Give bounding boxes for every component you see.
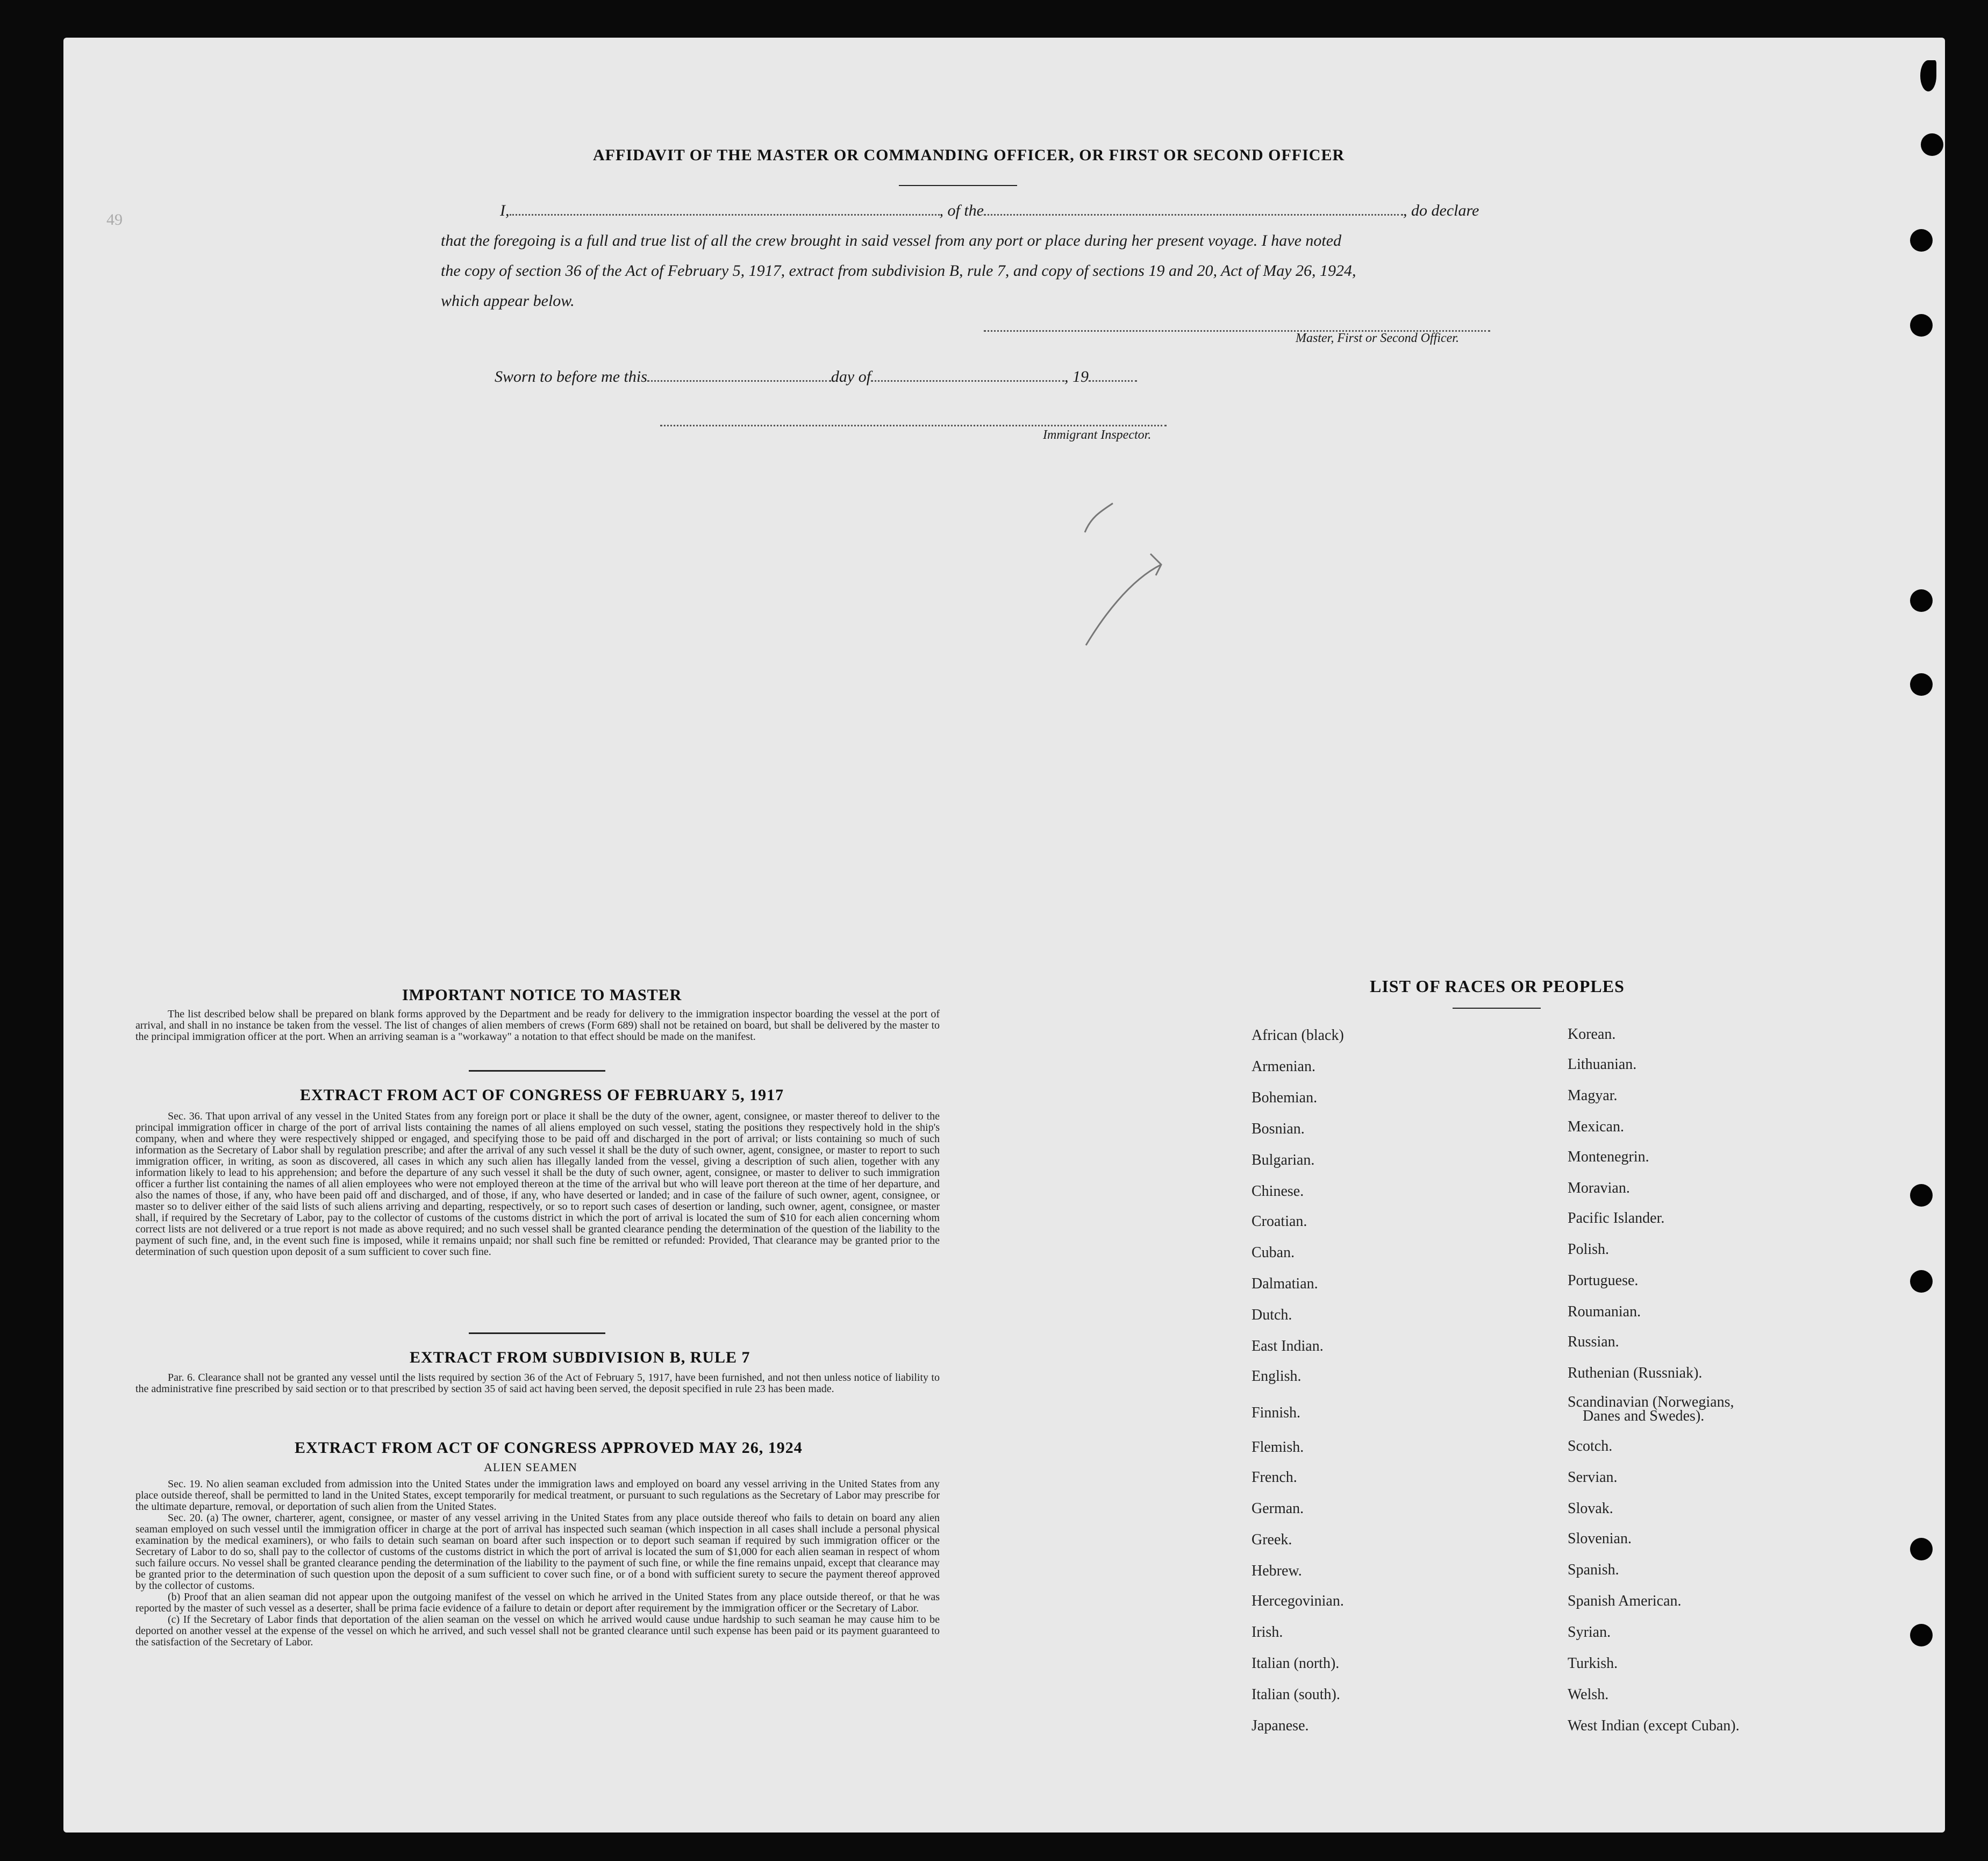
race-item: Scandinavian (Norwegians, xyxy=(1568,1394,1734,1410)
race-item: Bulgarian. xyxy=(1252,1152,1315,1168)
race-item: West Indian (except Cuban). xyxy=(1568,1717,1740,1734)
extract-1924-subtitle: ALIEN SEAMEN xyxy=(484,1460,577,1474)
section-rule xyxy=(469,1070,605,1072)
binder-hole xyxy=(1910,1270,1933,1293)
extract-1924-title: EXTRACT FROM ACT OF CONGRESS APPROVED MAY 26, 1924 xyxy=(295,1439,803,1457)
race-item: Moravian. xyxy=(1568,1180,1630,1196)
race-item: African (black) xyxy=(1252,1027,1344,1044)
sworn-year-prefix: , 19 xyxy=(1064,368,1089,386)
race-item: Lithuanian. xyxy=(1568,1056,1637,1073)
declarant-suffix: , do declare xyxy=(1403,202,1479,219)
race-item: Slovak. xyxy=(1568,1500,1613,1517)
race-item: Magyar. xyxy=(1568,1087,1618,1104)
race-item: French. xyxy=(1252,1469,1297,1486)
race-item: Irish. xyxy=(1252,1624,1283,1641)
rule7-title: EXTRACT FROM SUBDIVISION B, RULE 7 xyxy=(410,1349,750,1366)
race-item: Spanish American. xyxy=(1568,1593,1682,1609)
race-item: Dutch. xyxy=(1252,1307,1292,1323)
notice-text: The list described below shall be prepared on blank forms approved by the Department and be ready for delivery to the immigration inspector boarding the vessel at the port of arrival, and shall in no instance be taken from the vessel. The list of changes of alien members of crews (Form 689) shall not be retained on board, but shall be delivered by the master to the principal immigration officer at the port. When an arriving seaman is a "workaway" a notation to that effect should be made on the manifest. xyxy=(135,1008,940,1043)
race-item: Armenian. xyxy=(1252,1058,1315,1075)
sworn-month-field[interactable] xyxy=(871,380,1064,382)
binder-hole xyxy=(1910,229,1933,252)
race-item: Chinese. xyxy=(1252,1183,1304,1200)
race-item: Welsh. xyxy=(1568,1686,1609,1703)
section-20c-text: (c) If the Secretary of Labor finds that deportation of the alien seaman on the vessel on which he arrived would cause undue hardship to such seaman he may cause him to be deported on another vessel at the expense of the vessel on which he arrived, and such vessel shall not be granted clearance until such expense has been paid or its payment guaranteed to the satisfaction of the Secretary of Labor. xyxy=(135,1614,940,1648)
race-item: Mexican. xyxy=(1568,1118,1624,1135)
race-item: Japanese. xyxy=(1252,1717,1309,1734)
race-item: Russian. xyxy=(1568,1334,1619,1350)
race-item: Portuguese. xyxy=(1568,1272,1639,1289)
margin-mark: 49 xyxy=(106,211,123,229)
notice-title: IMPORTANT NOTICE TO MASTER xyxy=(402,986,682,1004)
affidavit-line-2: that the foregoing is a full and true list of all the crew brought in said vessel from any port or place during her present voyage. I have noted xyxy=(441,232,1342,249)
race-item: Servian. xyxy=(1568,1469,1618,1486)
binder-hole xyxy=(1910,1624,1933,1646)
race-item: Hercegovinian. xyxy=(1252,1593,1344,1609)
race-item: Cuban. xyxy=(1252,1244,1295,1261)
race-item: Bohemian. xyxy=(1252,1089,1318,1106)
race-item: Hebrew. xyxy=(1252,1563,1302,1579)
extract-1917-text: Sec. 36. That upon arrival of any vessel in the United States from any foreign port or place it shall be the duty of the owner, agent, consignee, or master thereof to deliver to the principal immigration officer in charge of the port of arrival lists containing the names of all aliens employed on such vessel, stating the positions they respectively hold in the ship's company, when and where they were respectively shipped or engaged, and specifying those to be paid off and discharged in the port of arrival; or lists containing so much of such information as the Secretary of Labor shall by regulation prescribe; and after the arrival of any such vessel it shall be the duty of such owner, agent, consignee, or master to report to such immigration officer, in writing, as soon as discovered, all cases in which any such alien has illegally landed from the vessel, giving a description of such alien, together with any information likely to lead to his apprehension; and before the departure of any such vessel it shall be the duty of such owner, agent, consignee, or master to deliver to such immigration officer a further list containing the names of all alien employees who were not employed thereon at the time of the arrival but who will leave port thereon at the time of her departure, and also the names of those, if any, who have been paid off and discharged, and of those, if any, who have deserted or landed; and in case of the failure of such owner, agent, consignee, or master so to deliver either of the said lists of such aliens arriving and departing, respectively, or so to report such cases of desertion or landing, such owner, agent, consignee, or master shall, if required by the Secretary of Labor, pay to the collector of customs of the customs district in which the port of arrival is located the sum of $10 for each alien concerning whom correct lists are not delivered or a true report is not made as above required; and no such vessel shall be granted clearance pending the determination of the question of the liability to the payment of such fine, and, in the event such fine is imposed, while it remains unpaid; nor shall such fine be remitted or refunded: Provided, That clearance may be granted prior to the determination of such question upon deposit of a sum sufficient to cover such fine. xyxy=(135,1110,940,1258)
race-item: Slovenian. xyxy=(1568,1530,1632,1547)
section-rule xyxy=(469,1332,605,1334)
affidavit-line-1 xyxy=(441,196,1490,226)
race-item: Spanish. xyxy=(1568,1561,1619,1578)
sworn-prefix: Sworn to before me this xyxy=(495,368,647,386)
affidavit-line-4: which appear below. xyxy=(441,292,575,310)
affidavit-body xyxy=(441,196,1490,316)
torn-corner-mark xyxy=(1920,60,1936,91)
binder-hole xyxy=(1921,133,1943,156)
affidavit-title: AFFIDAVIT OF THE MASTER OR COMMANDING OFFICER, OR FIRST OR SECOND OFFICER xyxy=(593,146,1345,164)
race-item: Greek. xyxy=(1252,1531,1292,1548)
race-item: Scotch. xyxy=(1568,1438,1613,1454)
race-item: Italian (north). xyxy=(1252,1655,1340,1672)
extract-1917-title: EXTRACT FROM ACT OF CONGRESS OF FEBRUARY 5, 1917 xyxy=(300,1086,784,1104)
race-item: Finnish. xyxy=(1252,1404,1301,1421)
race-item: Croatian. xyxy=(1252,1213,1307,1230)
declarant-name-field[interactable] xyxy=(510,214,940,216)
sworn-day-of: day of xyxy=(831,368,871,386)
race-item: East Indian. xyxy=(1252,1338,1324,1354)
race-item: Montenegrin. xyxy=(1568,1149,1649,1165)
vessel-name-field[interactable] xyxy=(984,214,1403,216)
race-item: Polish. xyxy=(1568,1241,1610,1258)
declarant-of: , of the xyxy=(939,202,984,219)
races-title: LIST OF RACES OR PEOPLES xyxy=(1370,976,1625,996)
race-item: Pacific Islander. xyxy=(1568,1210,1665,1227)
race-item: English. xyxy=(1252,1368,1302,1385)
inspector-signature-label: Immigrant Inspector. xyxy=(1043,428,1152,442)
binder-hole xyxy=(1910,673,1933,696)
binder-hole xyxy=(1910,314,1933,337)
declarant-prefix: I, xyxy=(500,202,510,219)
sworn-year-field[interactable] xyxy=(1089,380,1137,382)
section-20a-text: Sec. 20. (a) The owner, charterer, agent, consignee, or master of any vessel arriving in the United States from any place outside thereof who fails to detain on board any alien seaman employed on such vessel until the immigration officer in charge at the port of arrival has inspected such seaman (which inspection in all cases shall include a personal physical examination by the medical examiners), or who fails to detain such seaman on board after such inspection or to deport such seaman if required by such immigration officer or the Secretary of Labor to do so, shall pay to the collector of customs of the customs district in which the port of arrival is located the sum of $1,000 for each alien seaman in respect of whom such failure occurs. No vessel shall be granted clearance pending the determination of the liability to the payment of such fine, or while the fine remains unpaid, except that clearance may be granted prior to the determination of such question upon the deposit of a sum sufficient to cover such fine, or of a bond with sufficient surety to secure the payment thereof approved by the collector of customs. xyxy=(135,1512,940,1592)
races-rule xyxy=(1453,1008,1541,1009)
race-item: Syrian. xyxy=(1568,1624,1611,1641)
race-item: Roumanian. xyxy=(1568,1303,1641,1320)
binder-hole xyxy=(1910,1538,1933,1560)
section-20b-text: (b) Proof that an alien seaman did not appear upon the outgoing manifest of the vessel on which he arrived in the United States from any place outside thereof, or that he was reported by the master of such vessel as a deserter, shall be prima facie evidence of a failure to detain or deport after requirement by the immigration officer or the Secretary of Labor. xyxy=(135,1591,940,1614)
extract-1924-body xyxy=(135,1479,940,1648)
race-item: Dalmatian. xyxy=(1252,1275,1318,1292)
race-item: Italian (south). xyxy=(1252,1686,1340,1703)
race-item: Turkish. xyxy=(1568,1655,1618,1672)
inspector-signature-line[interactable] xyxy=(660,425,1167,426)
section-19-text: Sec. 19. No alien seaman excluded from admission into the United States under the immigration laws and employed on board any vessel arriving in the United States from any place outside thereof, shall be permitted to land in the United States, except temporarily for medical treatment, or pursuant to such regulations as the Secretary of Labor may prescribe for the ultimate departure, removal, or deportation of such alien from the United States. xyxy=(135,1478,940,1513)
race-item: Ruthenian (Russniak). xyxy=(1568,1365,1703,1381)
binder-hole xyxy=(1910,589,1933,612)
race-item: Bosnian. xyxy=(1252,1121,1305,1137)
race-item: German. xyxy=(1252,1500,1304,1517)
race-item: Korean. xyxy=(1568,1026,1616,1043)
rule7-text: Par. 6. Clearance shall not be granted any vessel until the lists required by section 36 of the Act of February 5, 1917, have been furnished, and not then unless notice of liability to the administrative fine prescribed by said section or to that prescribed by section 35 of said act having been served, the deposit specified in rule 23 has been made. xyxy=(135,1372,940,1395)
race-item: Flemish. xyxy=(1252,1439,1304,1456)
sworn-day-field[interactable] xyxy=(647,380,831,382)
title-rule xyxy=(899,185,1017,186)
sworn-line xyxy=(495,368,1137,386)
master-signature-label: Master, First or Second Officer. xyxy=(1296,331,1459,345)
race-item: Danes and Swedes). xyxy=(1583,1408,1705,1424)
pencil-mark xyxy=(1081,495,1177,656)
binder-hole xyxy=(1910,1184,1933,1207)
affidavit-line-3: the copy of section 36 of the Act of February 5, 1917, extract from subdivision B, rule 7, and copy of sections 19 and 20, Act of May 26, 1924, xyxy=(441,262,1356,280)
